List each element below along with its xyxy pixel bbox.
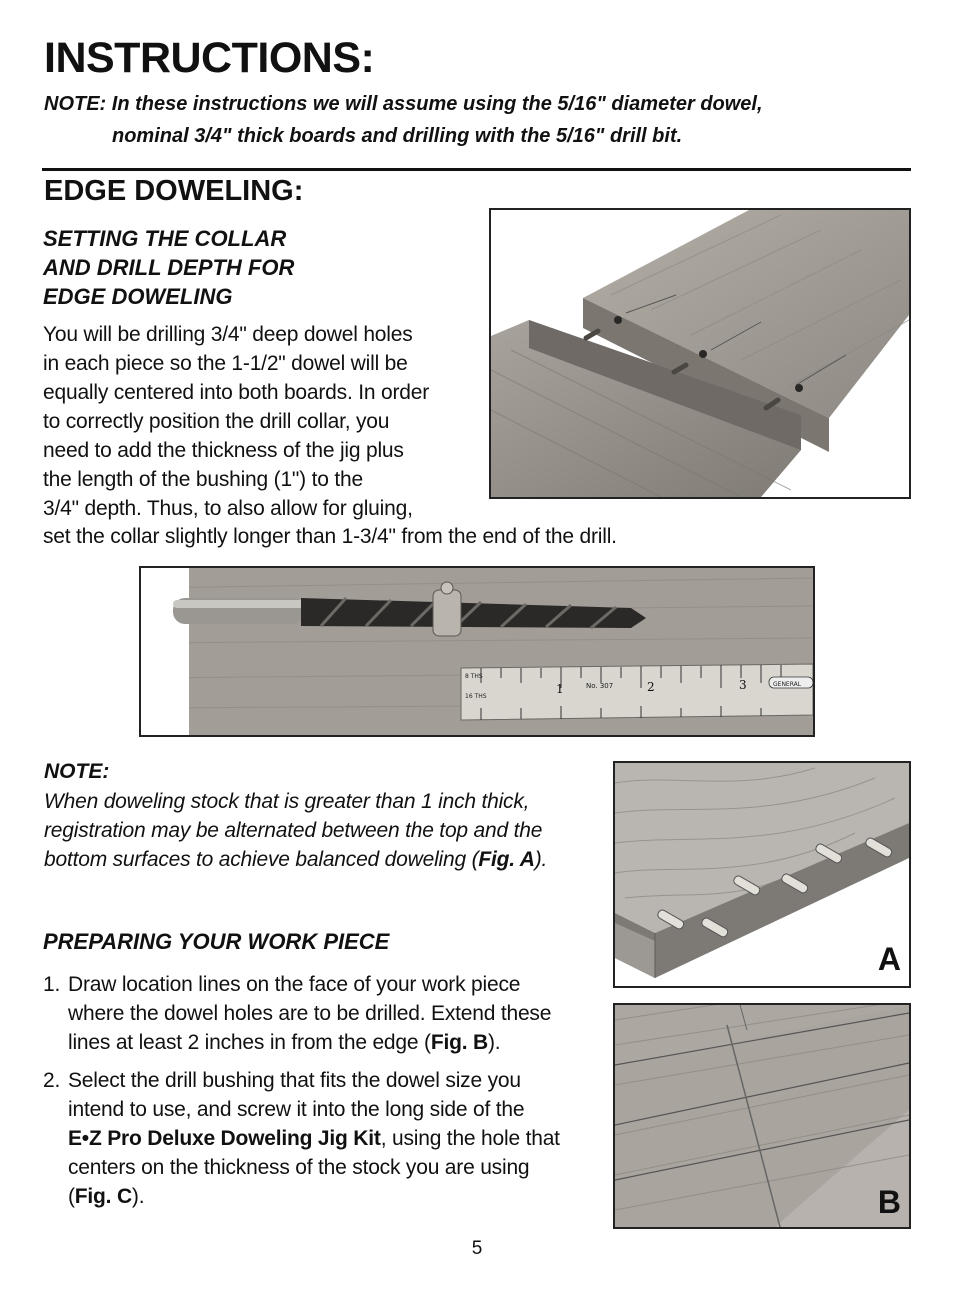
note-line [44, 845, 604, 874]
note-line-text: ). [534, 848, 548, 871]
step-line: intend to use, and screw it into the long side of the [68, 1098, 525, 1121]
step-line-text: , using the hole that [380, 1127, 560, 1150]
note-text [44, 787, 604, 874]
top-note [44, 88, 904, 152]
step-line-text: ). [487, 1031, 501, 1054]
paragraph-line: set the collar slightly longer than 1-3/4" from the end of the drill. [43, 525, 617, 548]
note-line: When doweling stock that is greater than 1 inch thick, [44, 790, 530, 813]
fig-b-reference: Fig. B [430, 1031, 488, 1054]
collar-subheading [43, 224, 423, 311]
paragraph-line: to correctly position the drill collar, you [43, 410, 390, 433]
preparing-heading: PREPARING YOUR WORK PIECE [43, 929, 390, 954]
step-line-text: ). [131, 1185, 145, 1208]
paragraph-line: equally centered into both boards. In order [43, 381, 429, 404]
figure-b-label: B [877, 1184, 901, 1220]
step-line [68, 1028, 603, 1057]
note-line: registration may be alternated between the top and the [44, 819, 543, 842]
paragraph-line: in each piece so the 1-1/2" dowel will be [43, 352, 408, 375]
section-divider [42, 168, 911, 171]
step-number: 1. [43, 973, 61, 996]
page-number: 5 [471, 1238, 483, 1259]
step-line: where the dowel holes are to be drilled. Extend these [68, 1002, 552, 1025]
figure-b-photo [613, 1003, 911, 1229]
ruler-label: GENERAL [773, 681, 802, 688]
ruler-mark: 3 [739, 678, 747, 692]
ruler-label: No. 307 [586, 682, 614, 690]
edge-doweling-photo [489, 208, 911, 499]
step-line: centers on the thickness of the stock you are using [68, 1156, 530, 1179]
step-line: Draw location lines on the face of your work piece [68, 973, 521, 996]
step-line: Select the drill bushing that fits the dowel size you [68, 1069, 521, 1092]
step-line [68, 1182, 603, 1211]
note-line-text: bottom surfaces to achieve balanced doweling ( [44, 848, 479, 871]
fig-c-reference: Fig. C [74, 1185, 132, 1208]
step-line-text: lines at least 2 inches in from the edge ( [68, 1031, 431, 1054]
collar-subheading-line: SETTING THE COLLAR [43, 226, 287, 251]
drill-depth-paragraph [43, 320, 463, 523]
edge-doweling-heading: EDGE DOWELING: [44, 175, 304, 207]
step-2 [43, 1066, 603, 1211]
ruler-mark: 2 [647, 680, 655, 694]
step-line [68, 1124, 603, 1153]
top-note-line-2: nominal 3/4" thick boards and drilling with the 5/16" drill bit. [112, 125, 683, 147]
figure-a-label: A [877, 941, 901, 977]
paragraph-line: 3/4" depth. Thus, to also allow for gluing, [43, 497, 413, 520]
step-number: 2. [43, 1069, 61, 1092]
drill-collar-photo [139, 566, 815, 737]
collar-subheading-line: EDGE DOWELING [43, 284, 233, 309]
paragraph-line: need to add the thickness of the jig plus [43, 439, 404, 462]
figure-a-illustration [613, 761, 911, 988]
paragraph-line: the length of the bushing (1") to the [43, 468, 363, 491]
step-line-text: ( [68, 1185, 75, 1208]
product-name: E•Z Pro Deluxe Doweling Jig Kit [68, 1127, 381, 1150]
note-label: NOTE: [44, 760, 110, 783]
paragraph-line: You will be drilling 3/4" deep dowel holes [43, 323, 413, 346]
ruler-label: 16 THS [465, 693, 487, 700]
page-title: INSTRUCTIONS: [44, 34, 375, 82]
top-note-line-1: NOTE: In these instructions we will assume using the 5/16" diameter dowel, [44, 93, 763, 115]
fig-a-reference: Fig. A [478, 848, 535, 871]
ruler-mark: 1 [556, 682, 564, 696]
step-1 [43, 970, 603, 1057]
ruler-label: 8 THS [465, 673, 483, 680]
collar-subheading-line: AND DRILL DEPTH FOR [43, 255, 295, 280]
